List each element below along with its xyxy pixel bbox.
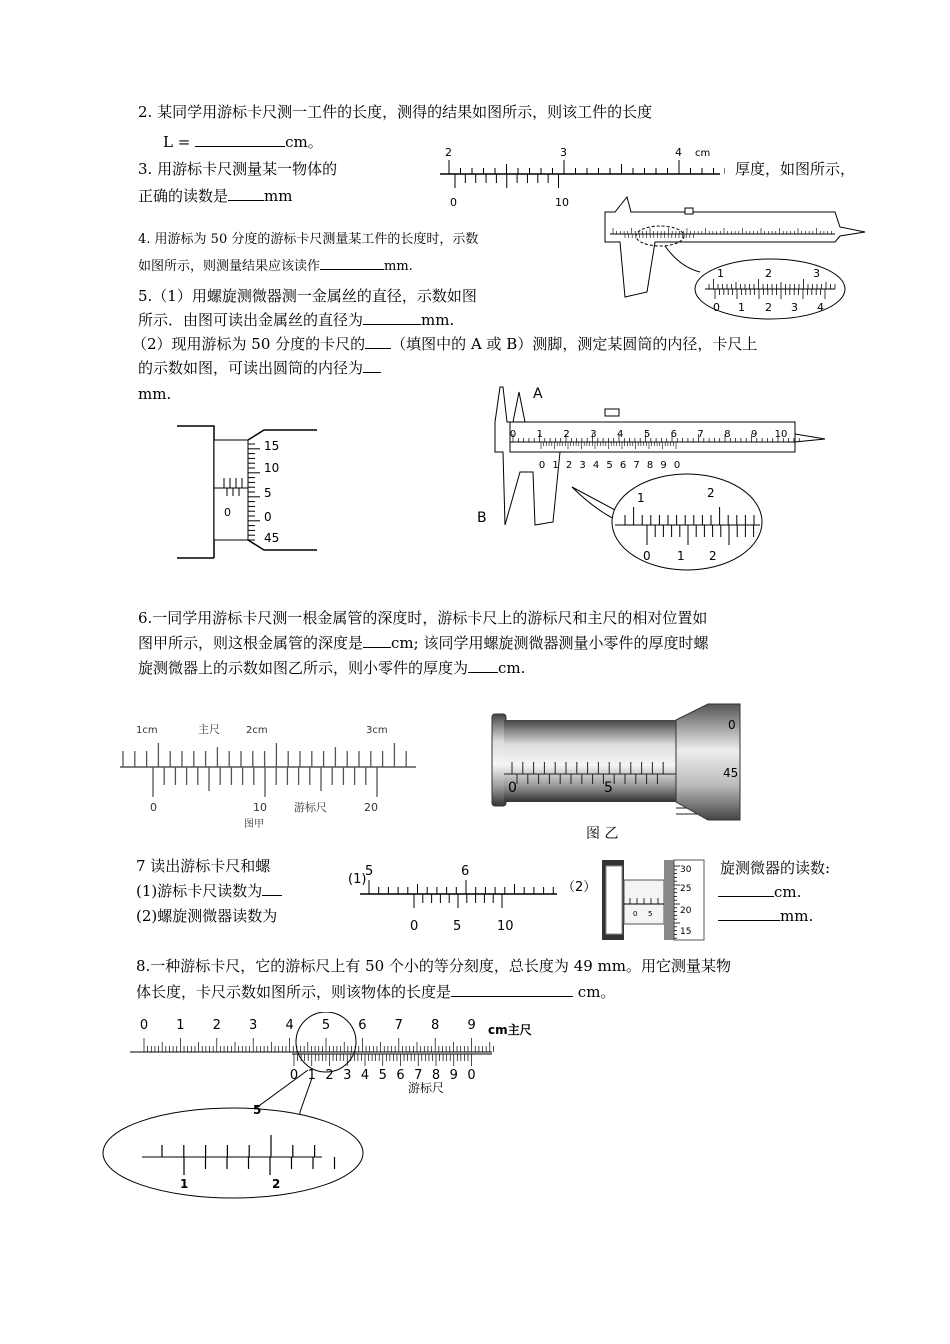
q5-micro-thimble-label: 0: [264, 510, 272, 524]
q5-line1: 5.（1）用螺旋测微器测一金属丝的直径，示数如图: [138, 287, 477, 305]
q8-main-label: 5: [321, 1018, 331, 1033]
q5-cal-main-label: 9: [751, 429, 758, 440]
q4-line1: 4. 用游标为 50 分度的游标卡尺测量某工件的长度时，示数: [138, 232, 479, 247]
q8-text2: 体长度，卡尺示数如图所示，则该物体的长度是: [136, 983, 452, 1001]
q7-tag2: （2）: [562, 880, 597, 895]
q5-cal-main-label: 5: [643, 429, 651, 440]
q5-micro-thimble-label: 5: [264, 486, 272, 500]
q7-micro-sleeve-label: 0: [633, 910, 638, 918]
q5-cal-vernier-label: 5: [606, 460, 613, 471]
q8-vernier-label: 7: [414, 1068, 423, 1083]
q5-cal-main-label: 4: [617, 429, 624, 440]
q3-main-label: 4: [675, 146, 682, 159]
q8-main-label: 0: [139, 1018, 149, 1033]
q6-line1: 6.一同学用游标卡尺测一根金属管的深度时，游标卡尺上的游标尺和主尺的相对位置如: [138, 609, 708, 627]
q5-cal-vernier-label: 7: [633, 460, 640, 471]
q3-text2: 正确的读数是: [138, 187, 229, 205]
q6a-main-label: 3cm: [366, 725, 388, 736]
q4-zoom-main-label: 3: [813, 267, 820, 280]
q5-zoom-vernier-label: 2: [709, 549, 717, 563]
q5-blank2[interactable]: [365, 334, 391, 349]
q5-cal-vernier-label: 6: [619, 460, 627, 471]
q6b-thimble-label: 45: [723, 766, 739, 780]
q8-main-label: 1: [176, 1018, 185, 1033]
q8-vernier-label: 0: [467, 1068, 476, 1083]
q6-figure-a: [118, 715, 418, 835]
q4-zoom-vernier-label: 3: [791, 301, 798, 314]
q5-blank1[interactable]: [363, 310, 421, 325]
q5-zoom-main-label: 1: [637, 491, 645, 505]
q8-vernier-label: 5: [378, 1068, 387, 1083]
q8-vernier-name: 游标尺: [408, 1081, 445, 1095]
q7-micrometer-figure: [600, 856, 710, 942]
q8-main-label: 7: [394, 1018, 403, 1033]
q5-cal-vernier-label: 8: [646, 460, 654, 471]
q8-main-label: 6: [358, 1018, 367, 1033]
q5-cal-main-label: 10: [774, 429, 788, 440]
q8-main-label: 4: [285, 1018, 294, 1033]
q8-zoom-label: 5: [253, 1103, 262, 1117]
q5-line2: [138, 309, 454, 331]
q6-text2: 图甲所示，则这根金属管的深度是: [138, 634, 364, 652]
q7-blank1[interactable]: [262, 881, 282, 896]
q7-text2: (1)游标卡尺读数为: [136, 882, 263, 900]
q5-zoom-vernier-label: 1: [677, 549, 685, 563]
q6b-thimble-label: 0: [728, 718, 736, 732]
q8-main-label: 9: [467, 1018, 476, 1033]
q3-unit: mm: [264, 187, 293, 205]
q5-cal-vernier-label: 2: [565, 460, 573, 471]
q5-cal-main-label: 1: [536, 429, 543, 440]
q5-cal-main-label: 2: [563, 429, 570, 440]
q5-blank3[interactable]: [363, 358, 381, 373]
q4-zoom-main-label: 1: [717, 267, 724, 280]
q3-text-right: 厚度，如图所示，: [735, 160, 856, 178]
q6-figure-b: [490, 696, 750, 844]
q8-vernier-label: 2: [325, 1068, 334, 1083]
q5-cal-main-label: 7: [697, 429, 704, 440]
q2-l-prefix: L =: [163, 133, 191, 151]
q6a-main-label: 1cm: [136, 725, 158, 736]
q6-line3: [138, 657, 525, 679]
q7-vernier-label: 10: [497, 919, 514, 934]
q8-line1: 8.一种游标卡尺，它的游标尺上有 50 个小的等分刻度，总长度为 49 mm。用它测量某物: [136, 957, 732, 975]
q8-line2: [136, 981, 615, 1003]
q8-zoom-label: 2: [272, 1177, 281, 1191]
q7-main-label: 6: [461, 864, 470, 879]
q8-main-label: 2: [212, 1018, 221, 1033]
q7-main-label: 5: [365, 864, 374, 879]
q5-zoom-main-label: 2: [707, 486, 715, 500]
q8-unit: cm。: [577, 983, 616, 1001]
q7-micro-sleeve-label: 5: [648, 910, 653, 918]
q7-vernier-label: 5: [453, 919, 462, 934]
q5-cal-vernier-label: 4: [592, 460, 600, 471]
q5-caliper-figure: [475, 382, 830, 572]
q8-main-label: 8: [431, 1018, 440, 1033]
q5-cal-vernier-label: 3: [579, 460, 586, 471]
q5-line4: [138, 357, 381, 379]
q8-zoom-label: 1: [180, 1177, 189, 1191]
q2-unit: cm。: [285, 133, 323, 151]
q3-main-unit: cm: [695, 148, 711, 159]
q8-vernier-label: 6: [396, 1068, 405, 1083]
q5-micrometer-figure: [172, 420, 322, 560]
q8-main-unit: cm主尺: [488, 1023, 532, 1037]
q5-cal-main-label: 0: [509, 429, 517, 440]
q7-line1: 7 读出游标卡尺和螺: [136, 857, 271, 875]
q6a-main-label: 2cm: [246, 725, 268, 736]
q8-caliper-figure: [100, 1012, 550, 1204]
q5-micro-sleeve-label: 0: [224, 506, 231, 519]
q5-cal-vernier-label: 0: [673, 460, 681, 471]
q4-caliper-figure: [585, 192, 870, 327]
q4-unit: mm.: [384, 259, 413, 274]
q7-blank1b[interactable]: [718, 882, 774, 897]
q7-answer1: [718, 881, 801, 903]
q5-micro-thimble-label: 10: [264, 461, 280, 475]
q5-cal-main-label: 3: [590, 429, 597, 440]
q6a-main-label: 主尺: [198, 723, 220, 736]
q7-line3: (2)螺旋测微器读数为: [136, 907, 278, 925]
q7-tag1: (1): [348, 872, 367, 887]
q4-zoom-vernier-label: 1: [738, 301, 745, 314]
q6-line2: [138, 632, 708, 654]
q5-cal-main-label: 8: [724, 429, 731, 440]
q5-cal-vernier-label: 1: [552, 460, 559, 471]
q5-text4: 的示数如图，可读出圆筒的内径为: [138, 359, 364, 377]
q7-answer2: [718, 905, 813, 927]
q7-micro-label: 20: [680, 906, 692, 916]
q8-vernier-label: 0: [289, 1068, 299, 1083]
q3-blank[interactable]: [228, 186, 264, 201]
q7-micro-label: 15: [680, 927, 692, 937]
q6b-caption: 图 乙: [586, 826, 619, 842]
q5-cal-vernier-label: 0: [538, 460, 546, 471]
q2-answer-line: [163, 131, 323, 153]
q7-vernier-label: 0: [410, 919, 419, 934]
q5-zoom-vernier-label: 0: [643, 549, 651, 563]
q3-vernier-label: 0: [450, 196, 457, 209]
q6a-caption: 图甲: [244, 819, 264, 830]
q8-vernier-label: 9: [449, 1068, 458, 1083]
q4-blank[interactable]: [320, 255, 384, 270]
q7-unit2: mm.: [780, 907, 814, 925]
q5-label-a: A: [533, 386, 543, 402]
q7-micro-label: 30: [680, 865, 692, 875]
q6a-vernier-label: 游标尺: [294, 801, 327, 814]
q4-zoom-vernier-label: 2: [765, 301, 772, 314]
q8-vernier-label: 1: [307, 1068, 316, 1083]
q4-zoom-vernier-label: 0: [713, 301, 720, 314]
q3-vernier-label: 10: [555, 196, 569, 209]
q4-zoom-main-label: 2: [765, 267, 772, 280]
q7-blank2[interactable]: [718, 906, 780, 921]
q5-unit2: mm.: [138, 385, 172, 403]
q5-unit1: mm.: [421, 311, 455, 329]
q8-vernier-label: 4: [360, 1068, 370, 1083]
q7-unit1: cm.: [774, 883, 802, 901]
q5-line3: [132, 333, 757, 355]
q5-micro-thimble-label: 45: [264, 531, 280, 545]
q5-cal-vernier-label: 9: [660, 460, 667, 471]
q5-cal-main-label: 6: [670, 429, 677, 440]
q6b-sleeve-label: 0: [508, 780, 517, 796]
q4-zoom-vernier-label: 4: [817, 301, 824, 314]
q6-unit2: cm.: [498, 659, 526, 677]
q3-main-label: 3: [560, 146, 567, 159]
q6b-sleeve-label: 5: [604, 780, 613, 796]
q7-line2: [136, 880, 282, 902]
q8-vernier-label: 8: [431, 1068, 441, 1083]
q6-text3: 旋测微器上的示数如图乙所示，则小零件的厚度为: [138, 659, 469, 677]
q3-text-left: 3. 用游标卡尺测量某一物体的: [138, 160, 338, 178]
q7-line1b: 旋测微器的读数:: [720, 859, 831, 877]
q2-blank[interactable]: [195, 132, 285, 147]
q6a-vernier-label: 20: [364, 801, 378, 814]
q2-text: 2. 某同学用游标卡尺测一工件的长度，测得的结果如图所示，则该工件的长度: [138, 103, 653, 121]
q8-vernier-label: 3: [343, 1068, 352, 1083]
q5-text3b: （填图中的 A 或 B）测脚，测定某圆筒的内径，卡尺上: [391, 335, 758, 353]
q6-blank1[interactable]: [363, 633, 391, 648]
q5-micro-thimble-label: 15: [264, 439, 280, 453]
q8-main-label: 3: [249, 1018, 258, 1033]
q5-label-b: B: [477, 510, 487, 526]
q4-text2: 如图所示，则测量结果应该读作: [138, 259, 321, 274]
q6a-vernier-label: 10: [253, 801, 267, 814]
q4-line2: [138, 255, 413, 278]
q8-blank[interactable]: [451, 982, 573, 997]
q5-text2: 所示．由图可读出金属丝的直径为: [138, 311, 364, 329]
q6a-vernier-label: 0: [150, 801, 157, 814]
q3-line2: [138, 185, 292, 207]
q7-micro-label: 25: [680, 884, 692, 894]
q5-text3: （2）现用游标为 50 分度的卡尺的: [132, 335, 366, 353]
q6-blank2[interactable]: [468, 658, 498, 673]
q6-unit1: cm; 该同学用螺旋测微器测量小零件的厚度时螺: [391, 634, 709, 652]
q3-main-label: 2: [445, 146, 452, 159]
q7-caliper-figure: [345, 858, 600, 936]
